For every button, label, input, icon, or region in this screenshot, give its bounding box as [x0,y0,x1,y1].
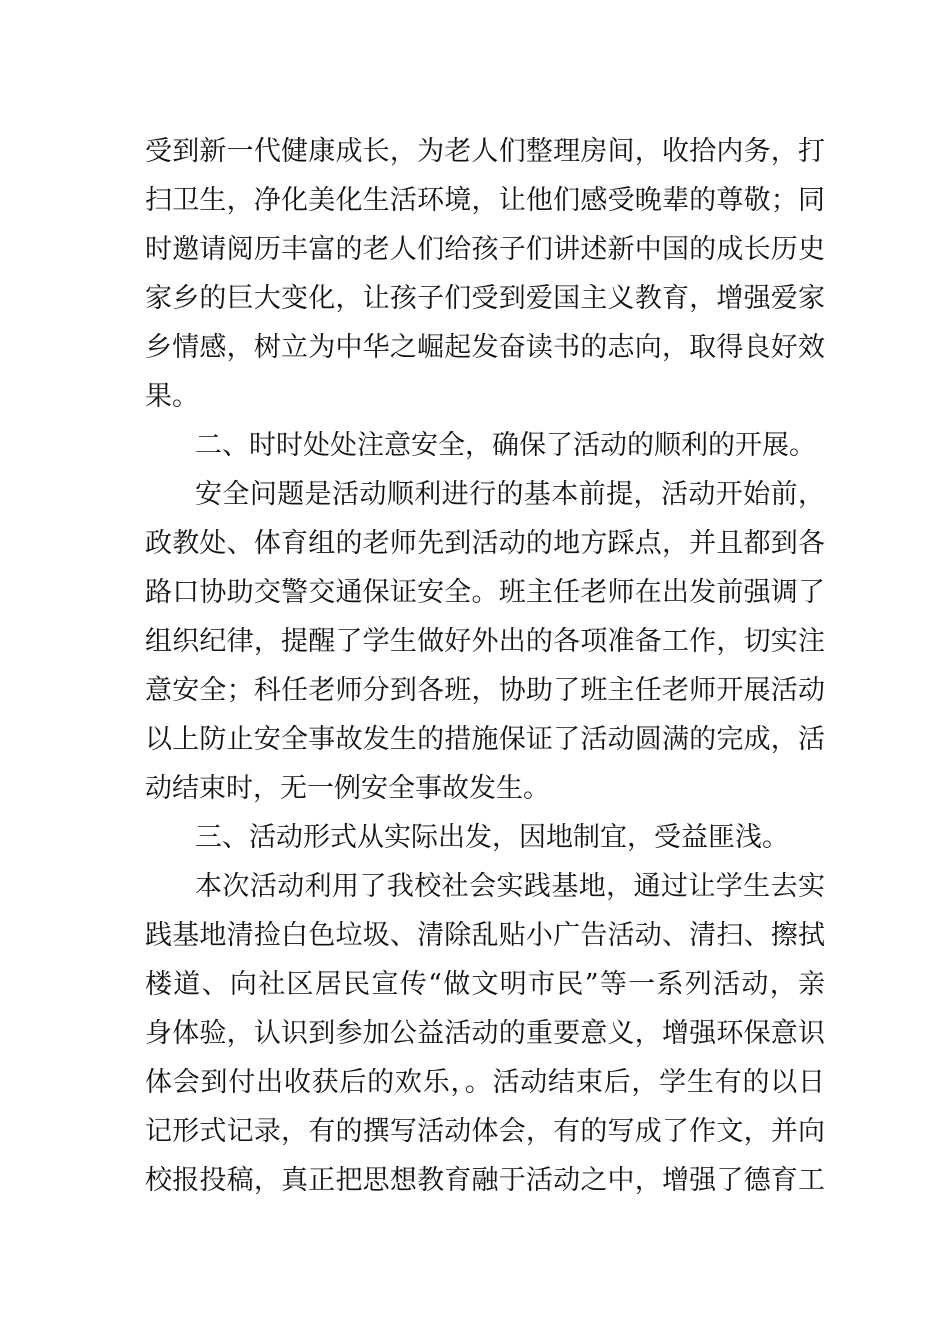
text-line: 受到新一代健康成长，为老人们整理房间，收拾内务，打 [145,136,825,167]
text-line: 政教处、体育组的老师先到活动的地方踩点，并且都到各 [145,528,825,559]
text-line: 本次活动利用了我校社会实践基地，通过让学生去实 [195,871,825,902]
text-line: 身体验，认识到参加公益活动的重要意义，增强环保意识 [145,1018,825,1049]
text-line: 家乡的巨大变化，让孩子们受到爱国主义教育，增强爱家 [145,283,825,314]
text-line: 意安全；科任老师分到各班，协助了班主任老师开展活动 [145,675,825,706]
text-line: 时邀请阅历丰富的老人们给孩子们讲述新中国的成长历史 [145,234,825,265]
text-line: 扫卫生，净化美化生活环境，让他们感受晚辈的尊敬；同 [145,185,825,216]
section-heading: 三、活动形式从实际出发，因地制宜，受益匪浅。 [195,822,789,853]
text-line: 果。 [145,381,199,412]
text-line: 校报投稿，真正把思想教育融于活动之中，增强了德育工 [145,1165,825,1196]
text-line: 路口协助交警交通保证安全。班主任老师在出发前强调了 [145,577,825,608]
text-line: 安全问题是活动顺利进行的基本前提，活动开始前， [195,479,825,510]
text-line: 记形式记录，有的撰写活动体会，有的写成了作文，并向 [145,1116,825,1147]
text-line: 践基地清捡白色垃圾、清除乱贴小广告活动、清扫、擦拭 [145,920,825,951]
text-line: 乡情感，树立为中华之崛起发奋读书的志向，取得良好效 [145,332,825,363]
section-heading: 二、时时处处注意安全，确保了活动的顺利的开展。 [195,430,816,461]
text-line: 组织纪律，提醒了学生做好外出的各项准备工作，切实注 [145,626,825,657]
text-line: 以上防止安全事故发生的措施保证了活动圆满的完成，活 [145,724,825,755]
text-line: 体会到付出收获后的欢乐，。活动结束后，学生有的以日 [145,1067,825,1098]
text-line: 动结束时，无一例安全事故发生。 [145,773,550,804]
text-line: 楼道、向社区居民宣传“做文明市民”等一系列活动，亲 [145,969,825,1000]
